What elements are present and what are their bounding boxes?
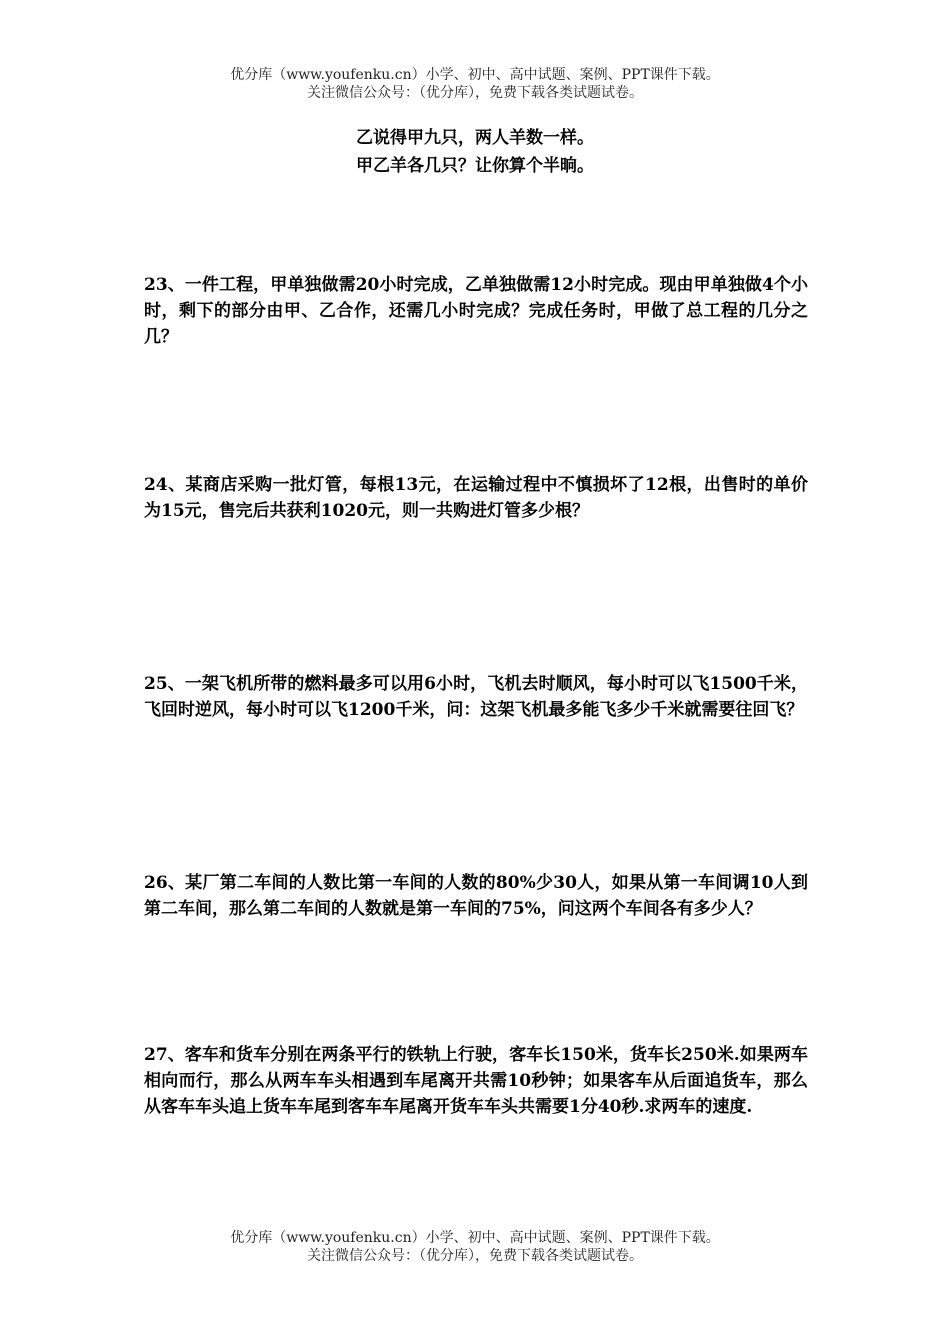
problem-27: 27、客车和货车分别在两条平行的铁轨上行驶，客车长150米，货车长250米.如果两车相向而行，那么从两车车头相遇到车尾离开共需10秒钟；如果客车从后面追货车，那么从客车车头追上货车车尾到客车车尾离开货车车头共需要1分40秒.求两车的速度. (144, 1045, 808, 1117)
poem-line-1: 乙说得甲九只，两人羊数一样。 (356, 128, 594, 148)
page-header (0, 66, 950, 102)
header-line-1: 优分库（www.youfenku.cn）小学、初中、高中试题、案例、PPT课件下载。 (230, 67, 720, 83)
footer-line-1: 优分库（www.youfenku.cn）小学、初中、高中试题、案例、PPT课件下载。 (230, 1230, 720, 1246)
header-line-2: 关注微信公众号：（优分库），免费下载各类试题试卷。 (307, 85, 643, 101)
poem-continuation (0, 124, 950, 180)
problem-26: 26、某厂第二车间的人数比第一车间的人数的80%少30人，如果从第一车间调10人到第二车间，那么第二车间的人数就是第一车间的75%，问这两个车间各有多少人？ (144, 873, 808, 919)
problem-24: 24、某商店采购一批灯管，每根13元，在运输过程中不慎损坏了12根，出售时的单价为15元，售完后共获利1020元，则一共购进灯管多少根？ (144, 475, 808, 521)
footer-line-2: 关注微信公众号：（优分库），免费下载各类试题试卷。 (307, 1248, 643, 1264)
problem-25: 25、一架飞机所带的燃料最多可以用6小时，飞机去时顺风，每小时可以飞1500千米，飞回时逆风，每小时可以飞1200千米，问：这架飞机最多能飞多少千米就需要往回飞？ (144, 674, 808, 720)
page-footer (0, 1229, 950, 1265)
poem-line-2: 甲乙羊各几只？让你算个半晌。 (356, 156, 594, 176)
problem-23: 23、一件工程，甲单独做需20小时完成，乙单独做需12小时完成。现由甲单独做4个小时，剩下的部分由甲、乙合作，还需几小时完成？完成任务时，甲做了总工程的几分之几？ (144, 275, 808, 347)
